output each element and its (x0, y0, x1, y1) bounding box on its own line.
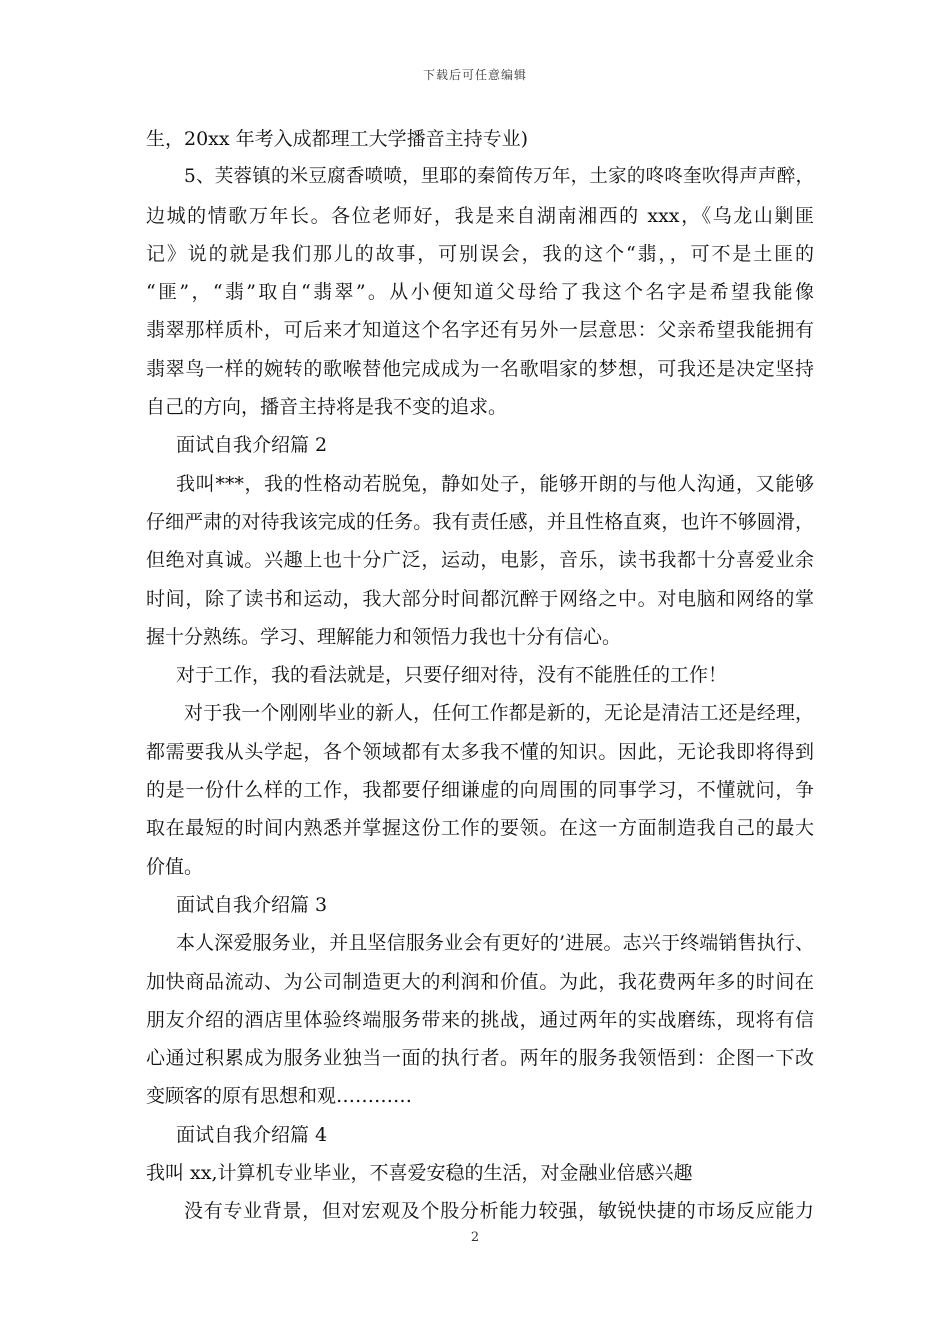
text-line: 仔细严肃的对待我该完成的任务。我有责任感，并且性格直爽，也许不够圆滑， (146, 510, 814, 533)
text-line: 握十分熟练。学习、理解能力和领悟力我也十分有信心。 (146, 625, 622, 648)
text-line: 的是一份什么样的工作，我都要仔细谦虚的向周围的同事学习，不懂就问，争 (146, 779, 814, 802)
text-line: 心通过积累成为服务业独当一面的执行者。两年的服务我领悟到：企图一下改 (146, 1047, 814, 1070)
text-line: 翡翠鸟一样的婉转的歌喉替他完成成为一名歌唱家的梦想，可我还是决定坚持 (146, 357, 814, 380)
text-line: 没有专业背景，但对宏观及个股分析能力较强，敏锐快捷的市场反应能力 (184, 1200, 814, 1223)
text-line: 变顾客的原有思想和观………… (146, 1085, 413, 1108)
document-body (146, 120, 814, 1231)
text-line: 翡翠那样质朴，可后来才知道这个名字还有另外一层意思：父亲希望我能拥有 (146, 319, 814, 342)
text-line: 都需要我从头学起，各个领域都有太多我不懂的知识。因此，无论我即将得到 (146, 740, 814, 763)
text-line: 我叫***，我的性格动若脱兔，静如处子，能够开朗的与他人沟通，又能够 (176, 472, 814, 495)
text-line: “匪”，“翡”取自“翡翠”。从小便知道父母给了我这个名字是希望我能像 (146, 281, 814, 304)
text-line: 面试自我介绍篇 4 (176, 1123, 328, 1146)
text-line: 记》说的就是我们那儿的故事，可别误会，我的这个“翡，，可不是土匪的 (146, 242, 814, 265)
text-line: 价值。 (146, 855, 204, 878)
text-line: 5、芙蓉镇的米豆腐香喷喷，里耶的秦简传万年，土家的咚咚奎吹得声声醉， (184, 166, 814, 188)
text-line: 生，20xx 年考入成都理工大学播音主持专业) (146, 128, 529, 150)
text-line: 本人深爱服务业，并且坚信服务业会有更好的’进展。志兴于终端销售执行、 (176, 932, 814, 955)
text-line: 取在最短的时间内熟悉并掌握这份工作的要领。在这一方面制造我自己的最大 (146, 817, 814, 840)
page-header: 下载后可任意编辑 (422, 68, 527, 82)
text-line: 对于工作，我的看法就是，只要仔细对待，没有不能胜任的工作！ (176, 664, 728, 687)
text-line: 朋友介绍的酒店里体验终端服务带来的挑战，通过两年的实战磨练，现将有信 (146, 1008, 814, 1031)
text-line: 面试自我介绍篇 3 (176, 893, 328, 916)
text-line: 时间，除了读书和运动，我大部分时间都沉醉于网络之中。对电脑和网络的掌 (146, 587, 814, 610)
text-line: 我叫 xx,计算机专业毕业，不喜爱安稳的生活，对金融业倍感兴趣 (146, 1162, 693, 1185)
text-line: 边城的情歌万年长。各位老师好，我是来自湖南湘西的 xxx，《乌龙山剿匪 (146, 204, 814, 227)
page-number: 2 (470, 1230, 480, 1245)
text-line: 自己的方向，播音主持将是我不变的追求。 (146, 396, 508, 419)
text-line: 对于我一个刚刚毕业的新人，任何工作都是新的，无论是清洁工还是经理， (184, 702, 814, 725)
text-line: 面试自我介绍篇 2 (176, 434, 328, 457)
text-line: 加快商品流动、为公司制造更大的利润和价值。为此，我花费两年多的时间在 (146, 970, 814, 993)
text-line: 但绝对真诚。兴趣上也十分广泛，运动，电影，音乐，读书我都十分喜爱业余 (146, 549, 814, 572)
